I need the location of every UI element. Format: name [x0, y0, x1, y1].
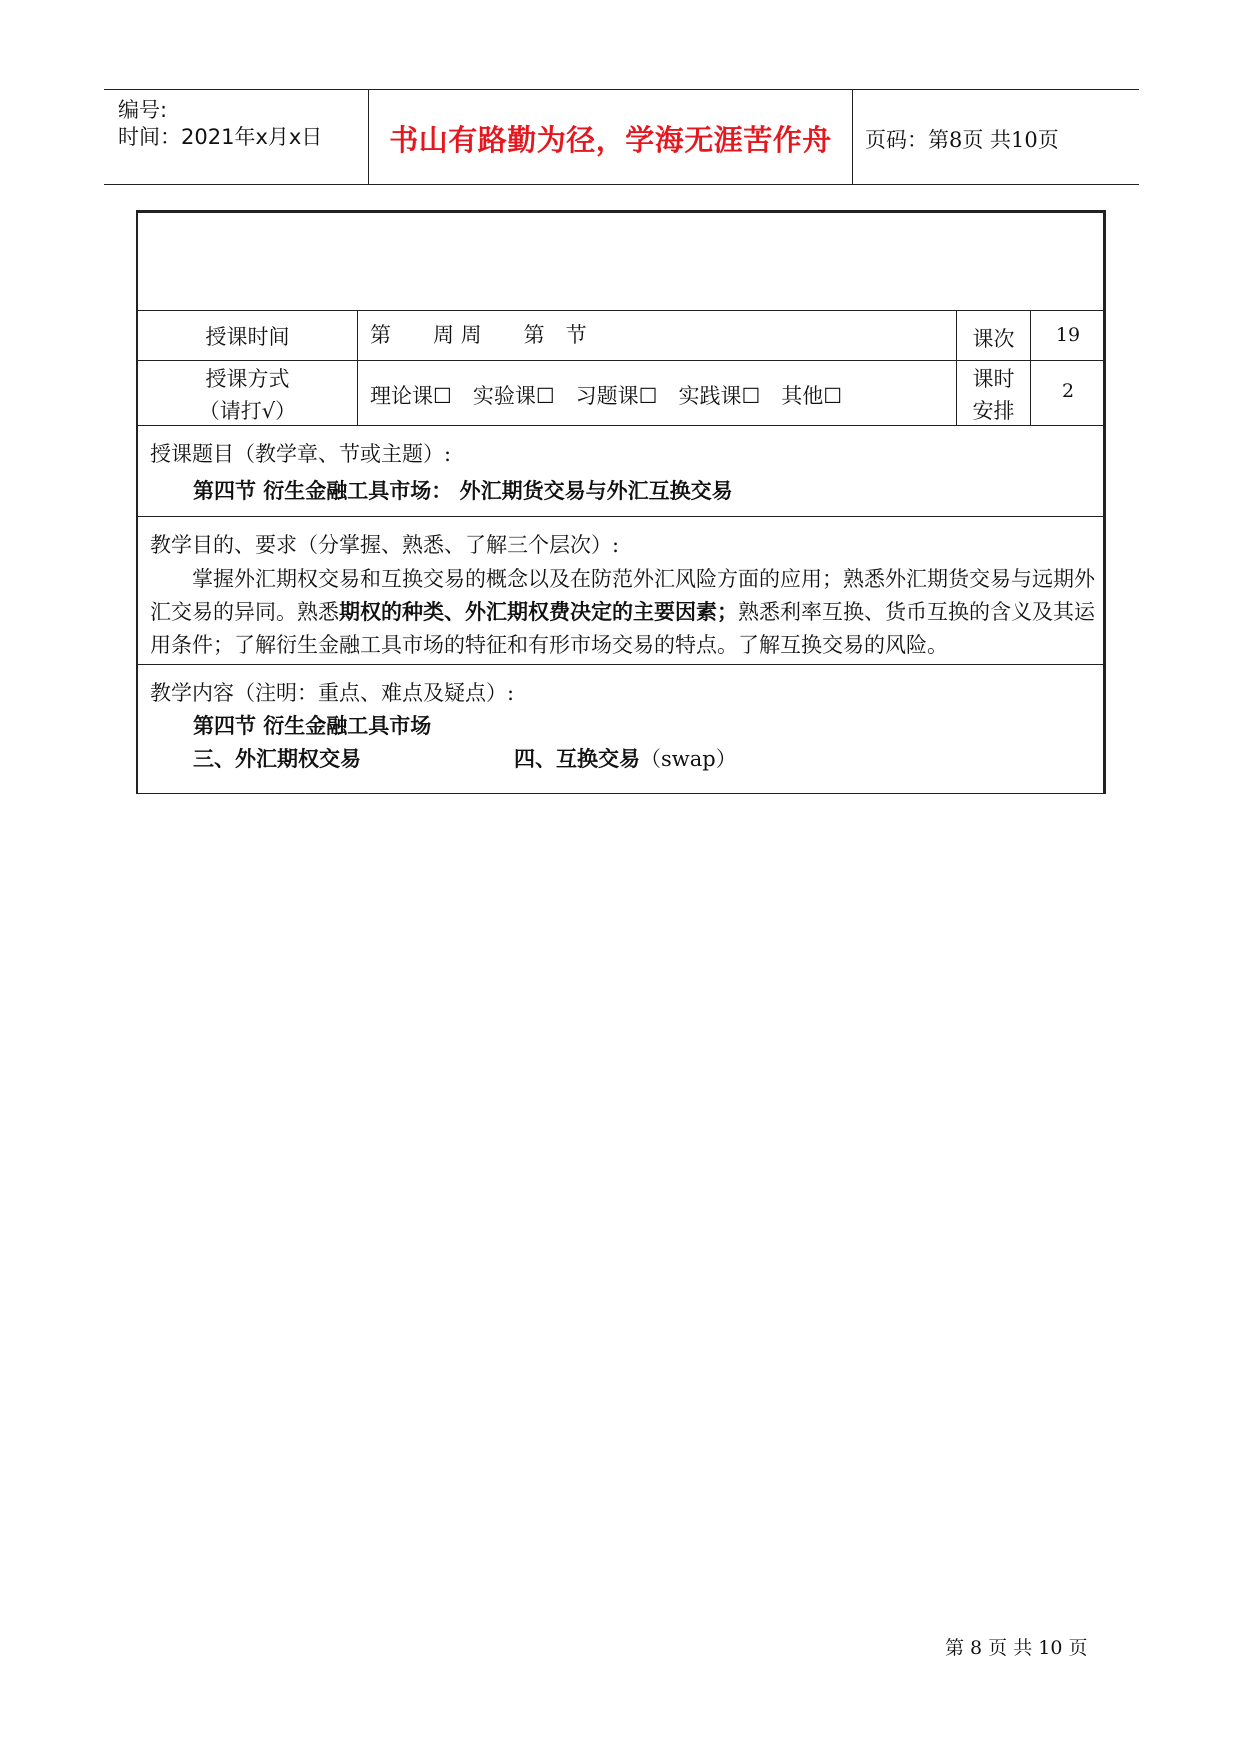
content-section-title: 第四节 衍生金融工具市场 [193, 714, 432, 738]
topic-label: 授课题目（教学章、节或主题）: [150, 442, 452, 466]
teaching-method-options[interactable]: 理论课☐ 实验课☐ 习题课☐ 实践课☐ 其他☐ [370, 384, 843, 408]
header-page-number: 页码：第8页 共10页 [865, 128, 1059, 152]
row-divider [138, 425, 1103, 426]
row-divider [138, 360, 1103, 361]
goals-label: 教学目的、要求（分掌握、熟悉、了解三个层次）: [150, 533, 620, 557]
header-left-cell [104, 90, 368, 184]
motto-slogan: 书山有路勤为径，学海无涯苦作舟 [389, 123, 832, 157]
serial-number-label: 编号: [118, 98, 168, 122]
lesson-plan-table [136, 210, 1106, 794]
header-center-cell [368, 90, 853, 184]
class-hours-label-line2: 安排 [972, 399, 1015, 423]
session-value: 19 [1055, 324, 1081, 346]
teaching-method-label: 授课方式 [205, 367, 290, 391]
row-divider [138, 664, 1103, 665]
content-item-swap-title: 四、互换交易 [514, 747, 640, 771]
goals-text-part2: 熟悉利率互换、货币互换的含义及其运用条件；了解衍生金融工具市场的特征和有形市场交易的特点。了解互换交易的风险。 [150, 600, 1095, 657]
goals-paragraph [150, 563, 1095, 662]
row-divider [138, 310, 1103, 311]
teaching-method-hint: （请打√） [198, 399, 297, 423]
content-label: 教学内容（注明：重点、难点及疑点）: [150, 681, 515, 705]
teaching-time-value: 第 周 周 第 节 [370, 323, 587, 347]
header-right-cell [853, 90, 1139, 184]
goals-text-bold: 期权的种类、外汇期权费决定的主要因素； [339, 600, 738, 624]
content-item-options: 三、外汇期权交易 [193, 747, 361, 771]
content-item-swap [514, 743, 737, 773]
page-header [104, 89, 1139, 185]
topic-value: 第四节 衍生金融工具市场： 外汇期货交易与外汇互换交易 [193, 479, 733, 503]
class-hours-label: 课时 [972, 367, 1015, 391]
goals-text-part1: 掌握外汇期权交易和互换交易的概念以及在防范外汇风险方面的应用；熟悉外汇期货交易与远期外汇交易的异同。熟悉 [150, 567, 1095, 624]
footer-page-number: 第 8 页 共 10 页 [945, 1637, 1088, 1659]
date-label: 时间：2021年x月x日 [118, 125, 323, 149]
column-divider [357, 310, 358, 425]
content-item-swap-suffix: （swap） [640, 747, 737, 771]
row-divider [138, 516, 1103, 517]
class-hours-value: 2 [1061, 380, 1075, 402]
teaching-time-label: 授课时间 [205, 325, 290, 349]
session-label: 课次 [972, 327, 1015, 351]
